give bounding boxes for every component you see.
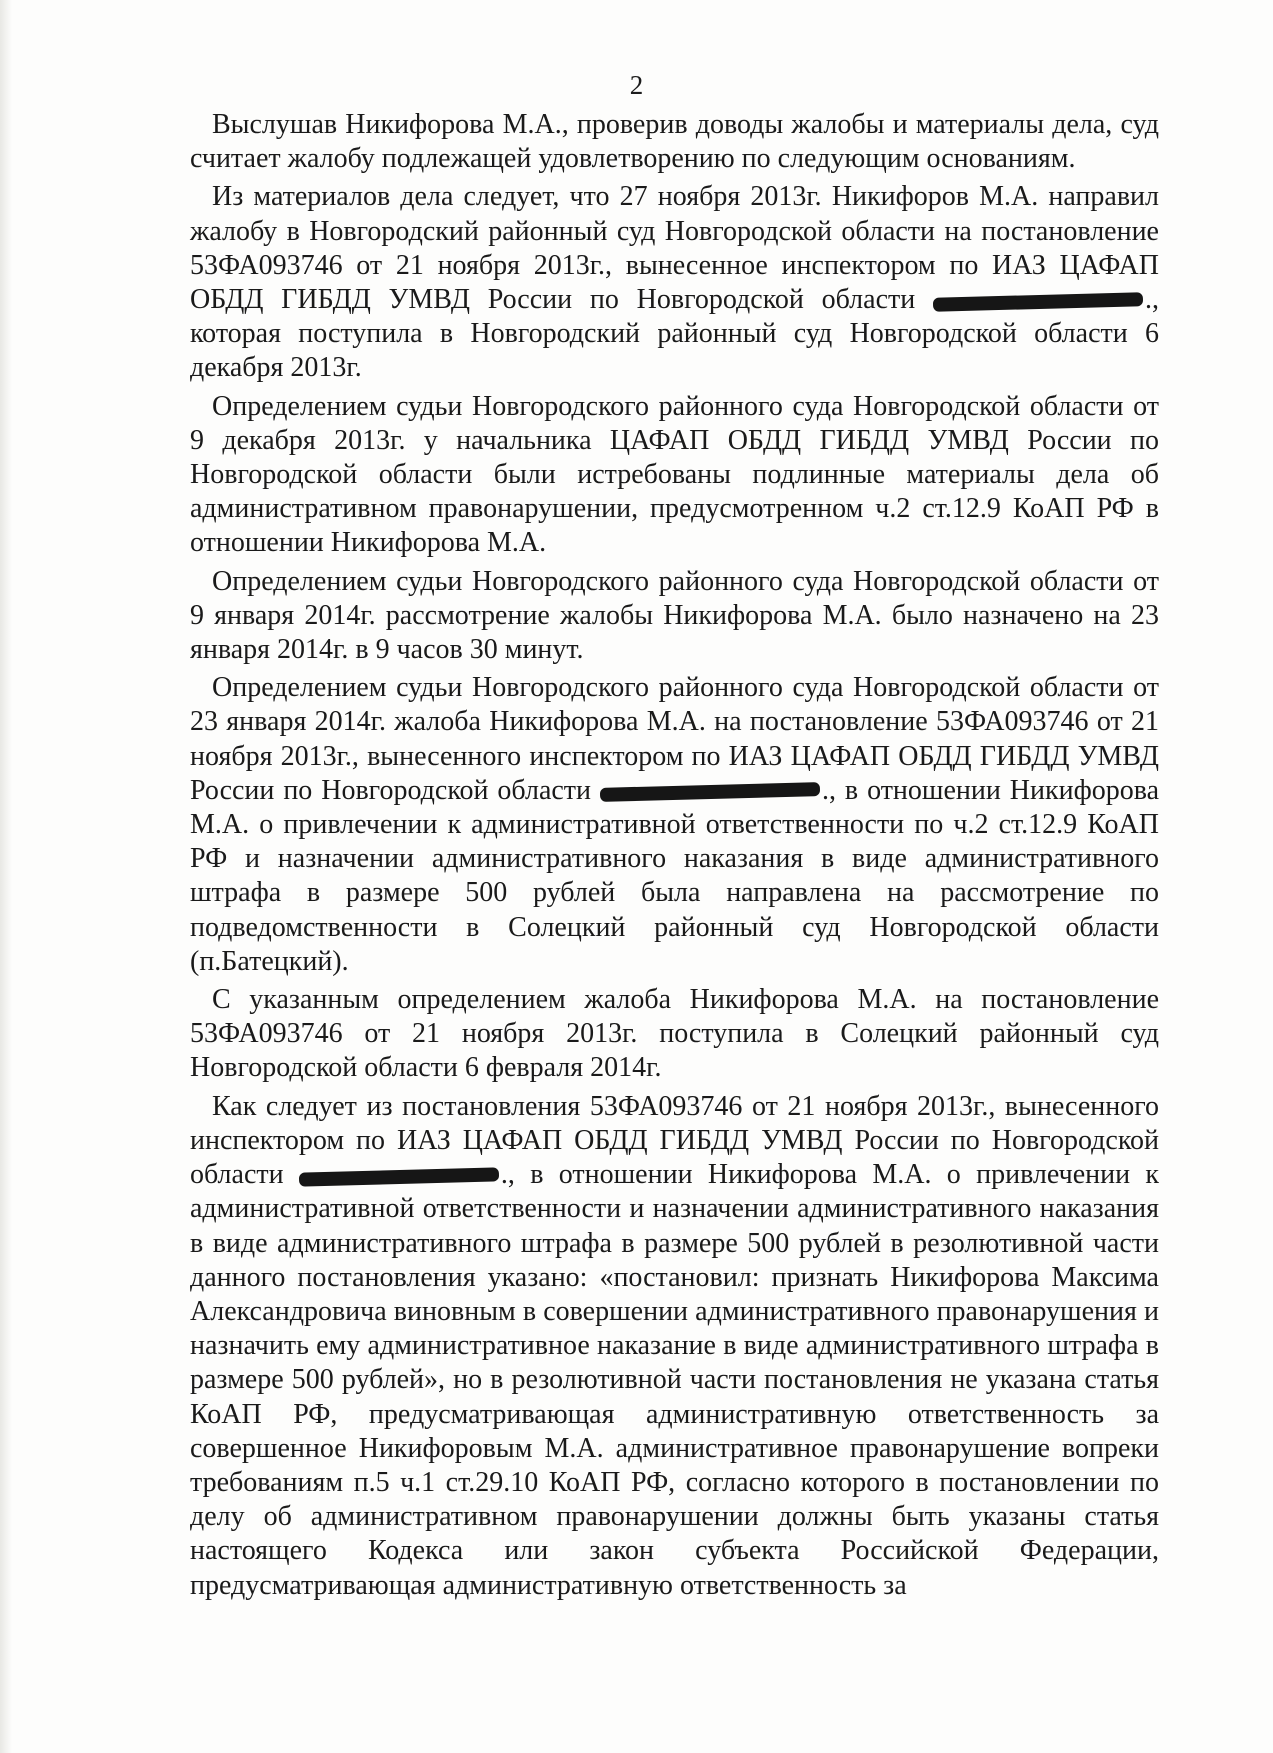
paragraph-3: Определением судьи Новгородского районного суда Новгородской области от 9 декабря 2013г. у начальника ЦАФАП ОБДД ГИБДД УМВД России по Новгородской области были истребованы подлинные материалы дела об административном правонарушении, предусмотренном ч.2 ст.12.9 КоАП РФ в отношении Никифорова М.А. — [190, 390, 1159, 559]
paragraph-7-text-b: ., в отношении Никифорова М.А. о привлечении к административной ответственности и назначении административного наказания в виде административного штрафа в размере 500 рублей в резолютивной части данного постановления указано: «постановил: признать Никифорова Максима Александровича виновным в совершении административного правонарушения и назначить ему административное наказание в виде административного штрафа в размере 500 рублей», но в резолютивной части постановления не указана статья КоАП РФ, предусматривающая административную ответственность за совершенное Никифоровым М.А. административное правонарушение вопреки требованиям п.5 ч.1 ст.29.10 КоАП РФ, согласно которого в постановлении по делу об административном правонарушении должны быть указаны статья настоящего Кодекса или закон субъекта Российской Федерации, предусматривающая административную ответственность за — [190, 1159, 1160, 1601]
paragraph-2 — [190, 180, 1159, 385]
paragraph-6: С указанным определением жалоба Никифорова М.А. на постановление 53ФА093746 от 21 ноября 2013г. поступила в Солецкий районный суд Новгородской области 6 февраля 2014г. — [190, 984, 1159, 1084]
paragraph-4: Определением судьи Новгородского районного суда Новгородской области от 9 января 2014г. рассмотрение жалобы Никифорова М.А. было назначено на 23 января 2014г. в 9 часов 30 минут. — [190, 565, 1159, 666]
scan-edge-shadow — [0, 0, 12, 1753]
document-body — [190, 108, 1159, 1607]
redaction-mark — [299, 1167, 499, 1186]
paragraph-1: Выслушав Никифорова М.А., проверив доводы жалобы и материалы дела, суд считает жалобу подлежащей удовлетворению по следующим основаниям. — [190, 109, 1159, 175]
redaction-mark — [600, 783, 820, 803]
paragraph-7-text-a: Как следует из постановления 53ФА093746 от 21 ноября 2013г., вынесенного инспектором по ИАЗ ЦАФАП ОБДД ГИБДД УМВД России по Новгородской области — [190, 1090, 1159, 1191]
redaction-mark — [933, 292, 1143, 311]
paragraph-2-text-a: Из материалов дела следует, что 27 ноября 2013г. Никифоров М.А. направил жалобу в Новгородский районный суд Новгородской области на постановление 53ФА093746 от 21 ноября 2013г., вынесенное инспектором по ИАЗ ЦАФАП ОБДД ГИБДД УМВД России по Новгородской области — [190, 181, 1159, 316]
paragraph-5 — [190, 671, 1159, 979]
paragraph-5-text-b: ., в отношении Никифорова М.А. о привлечении к административной ответственности по ч.2 ст.12.9 КоАП РФ и назначении административного наказания в виде административного штрафа в размере 500 рублей была направлена на рассмотрение по подведомственности в Солецкий районный суд Новгородской области (п.Батецкий). — [190, 774, 1160, 977]
paragraph-2-text-b: ., которая поступила в Новгородский районный суд Новгородской области 6 декабря 2013г. — [190, 284, 1159, 384]
page-number: 2 — [629, 70, 644, 100]
paragraph-5-text-a: Определением судьи Новгородского районного суда Новгородской области от 23 января 2014г. жалоба Никифорова М.А. на постановление 53ФА093746 от 21 ноября 2013г., вынесенного инспектором по ИАЗ ЦАФАП ОБДД ГИБДД УМВД России по Новгородской области — [190, 672, 1159, 806]
paragraph-7 — [190, 1090, 1159, 1603]
